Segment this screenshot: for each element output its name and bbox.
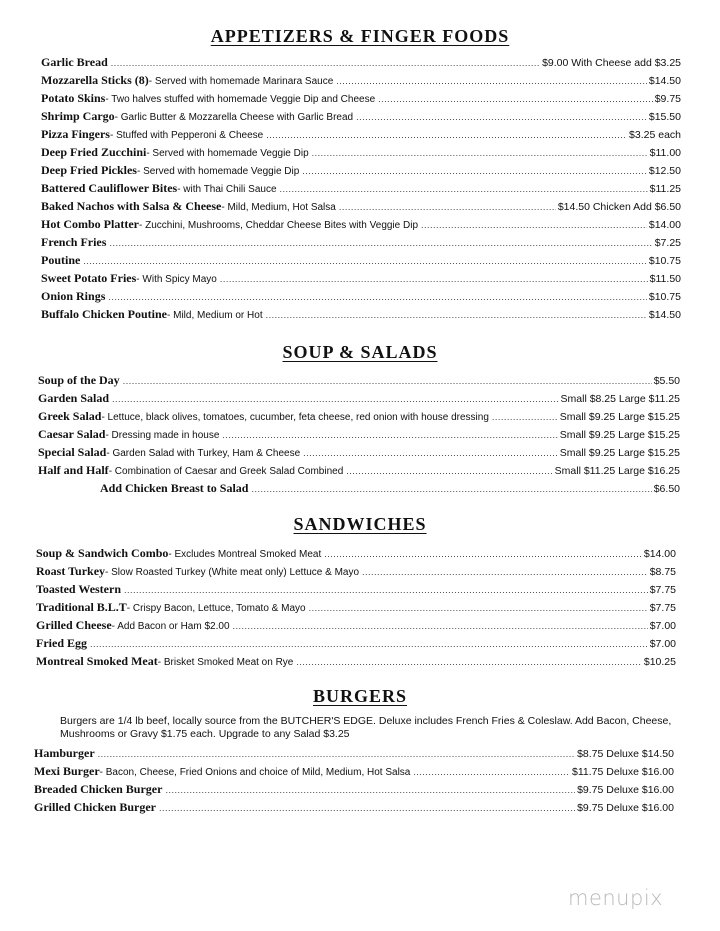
- item-price: $8.75 Deluxe $14.50: [577, 748, 674, 760]
- item-price: $9.75 Deluxe $16.00: [577, 784, 674, 796]
- menu-item: [41, 91, 681, 109]
- item-name: Battered Cauliflower Bites: [41, 181, 178, 195]
- item-name: Half and Half: [38, 463, 109, 477]
- watermark-logo: menupix: [568, 886, 664, 910]
- item-name: Deep Fried Pickles: [41, 163, 137, 177]
- item-name: Onion Rings: [41, 289, 106, 303]
- menu-item: [41, 253, 681, 271]
- item-desc: - Served with homemade Marinara Sauce: [148, 76, 334, 87]
- item-price: $9.75: [654, 93, 681, 105]
- item-name: Garlic Bread: [41, 55, 108, 69]
- item-name: Potato Skins: [41, 91, 106, 105]
- item-desc: - Combination of Caesar and Greek Salad Combined: [108, 466, 344, 477]
- menu-item: [34, 782, 674, 800]
- item-desc: - Stuffed with Pepperoni & Cheese: [109, 130, 264, 141]
- item-price: $10.75: [648, 291, 681, 303]
- menu-item: [100, 481, 680, 499]
- item-name: Fried Egg: [36, 636, 87, 650]
- item-price: $7.00: [649, 638, 676, 650]
- item-name: Baked Nachos with Salsa & Cheese: [41, 199, 222, 213]
- leader-dots: [421, 220, 647, 230]
- menu-item: [38, 445, 680, 463]
- item-name: Traditional B.L.T: [36, 600, 127, 614]
- leader-dots: [362, 567, 648, 577]
- item-desc: - Garlic Butter & Mozzarella Cheese with Garlic Bread: [114, 112, 354, 123]
- item-price: $9.75 Deluxe $16.00: [577, 802, 674, 814]
- menu-item: [38, 391, 680, 409]
- item-name: Grilled Cheese: [36, 618, 112, 632]
- menu-item: [41, 307, 681, 325]
- item-name: Mozzarella Sticks (8): [41, 73, 149, 87]
- menu-item: [36, 600, 676, 618]
- menu-item: [36, 636, 676, 654]
- leader-dots: [109, 238, 652, 248]
- leader-dots: [123, 376, 652, 386]
- burgers-title: BURGERS: [312, 686, 408, 706]
- leader-dots: [266, 310, 647, 320]
- item-name: Mexi Burger: [34, 764, 100, 778]
- item-price: $11.25: [649, 183, 681, 195]
- item-price: $3.25 each: [629, 129, 681, 141]
- item-price: $12.50: [648, 165, 681, 177]
- menu-item: [41, 145, 681, 163]
- item-price: $5.50: [653, 375, 680, 387]
- item-name: Garden Salad: [38, 391, 110, 405]
- item-desc: - Mild, Medium or Hot: [167, 310, 263, 321]
- leader-dots: [413, 767, 570, 777]
- leader-dots: [378, 94, 653, 104]
- menu-item: [41, 271, 681, 289]
- sandwiches-title: SANDWICHES: [293, 514, 427, 534]
- item-price: $7.25: [654, 237, 681, 249]
- item-price: $14.00: [648, 219, 681, 231]
- leader-dots: [309, 603, 648, 613]
- menu-item: [36, 618, 676, 636]
- leader-dots: [324, 549, 642, 559]
- item-name: Hamburger: [34, 746, 95, 760]
- item-price: $7.75: [649, 602, 676, 614]
- menu-item: [34, 746, 674, 764]
- item-price: $15.50: [648, 111, 681, 123]
- menu-item: [36, 564, 676, 582]
- menu-item: [36, 582, 676, 600]
- menu-item: [41, 163, 681, 181]
- menu-item: [41, 73, 681, 91]
- item-desc: - Excludes Montreal Smoked Meat: [168, 549, 322, 560]
- item-name: Deep Fried Zucchini: [41, 145, 147, 159]
- soup-salads-title: SOUP & SALADS: [282, 342, 438, 362]
- item-desc: - Crispy Bacon, Lettuce, Tomato & Mayo: [126, 603, 306, 614]
- item-name: Greek Salad: [38, 409, 102, 423]
- item-price: $7.75: [649, 584, 676, 596]
- item-name: Sweet Potato Fries: [41, 271, 137, 285]
- menu-item: [41, 127, 681, 145]
- item-name: Pizza Fingers: [41, 127, 110, 141]
- leader-dots: [90, 639, 648, 649]
- item-name: Breaded Chicken Burger: [34, 782, 163, 796]
- item-desc: - Slow Roasted Turkey (White meat only) Lettuce & Mayo: [105, 567, 360, 578]
- item-price: $10.75: [648, 255, 681, 267]
- menu-item: [36, 654, 676, 672]
- item-price: $11.50: [649, 273, 681, 285]
- menu-item: [38, 463, 680, 481]
- item-name: Roast Turkey: [36, 564, 106, 578]
- leader-dots: [339, 202, 556, 212]
- item-desc: - with Thai Chili Sauce: [177, 184, 277, 195]
- menu-item: [38, 409, 680, 427]
- item-name: Grilled Chicken Burger: [34, 800, 156, 814]
- leader-dots: [312, 148, 648, 158]
- item-desc: - Brisket Smoked Meat on Rye: [157, 657, 294, 668]
- menu-item: [41, 289, 681, 307]
- item-name: Caesar Salad: [38, 427, 106, 441]
- item-name: Shrimp Cargo: [41, 109, 115, 123]
- menu-item: [36, 546, 676, 564]
- item-name: Soup & Sandwich Combo: [36, 546, 169, 560]
- leader-dots: [83, 256, 647, 266]
- item-desc: - Add Bacon or Ham $2.00: [111, 621, 230, 632]
- leader-dots: [222, 430, 557, 440]
- item-price: $11.75 Deluxe $16.00: [572, 766, 674, 778]
- item-price: $14.50 Chicken Add $6.50: [557, 201, 681, 213]
- item-desc: - Served with homemade Veggie Dip: [146, 148, 309, 159]
- item-price: Small $9.25 Large $15.25: [559, 411, 680, 423]
- item-desc: - Garden Salad with Turkey, Ham & Cheese: [106, 448, 301, 459]
- item-desc: - Bacon, Cheese, Fried Onions and choice of Mild, Medium, Hot Salsa: [99, 767, 411, 778]
- item-price: $8.75: [649, 566, 676, 578]
- item-price: Small $8.25 Large $11.25: [560, 393, 680, 405]
- leader-dots: [233, 621, 648, 631]
- leader-dots: [111, 58, 540, 68]
- item-desc: - Dressing made in house: [105, 430, 220, 441]
- leader-dots: [303, 448, 558, 458]
- item-price: Small $11.25 Large $16.25: [554, 465, 680, 477]
- leader-dots: [296, 657, 642, 667]
- menu-item: [34, 764, 674, 782]
- leader-dots: [302, 166, 647, 176]
- item-desc: - Zucchini, Mushrooms, Cheddar Cheese Bites with Veggie Dip: [138, 220, 419, 231]
- item-price: $14.50: [648, 309, 681, 321]
- leader-dots: [220, 274, 648, 284]
- menu-item: [34, 800, 674, 818]
- item-price: $6.50: [653, 483, 680, 495]
- menu-item: [41, 217, 681, 235]
- leader-dots: [124, 585, 648, 595]
- leader-dots: [280, 184, 648, 194]
- item-price: $7.00: [649, 620, 676, 632]
- menu-item: [38, 373, 680, 391]
- menu-item: [41, 199, 681, 217]
- item-price: Small $9.25 Large $15.25: [559, 429, 680, 441]
- item-price: $9.00 With Cheese add $3.25: [542, 57, 681, 69]
- item-price: $14.50: [648, 75, 681, 87]
- item-name: Montreal Smoked Meat: [36, 654, 158, 668]
- leader-dots: [266, 130, 627, 140]
- leader-dots: [98, 749, 575, 759]
- item-price: $11.00: [649, 147, 681, 159]
- leader-dots: [356, 112, 647, 122]
- item-desc: - Lettuce, black olives, tomatoes, cucumber, feta cheese, red onion with house dressing: [101, 412, 489, 423]
- item-name: Buffalo Chicken Poutine: [41, 307, 168, 321]
- menu-item: [41, 55, 681, 73]
- menu-item: [38, 427, 680, 445]
- burgers-note: Burgers are 1/4 lb beef, locally source from the BUTCHER'S EDGE. Deluxe includes French Fries & Coleslaw. Add Bacon, Cheese, Mushrooms or Gravy $1.75 each. Upgrade to any Salad $3.25: [60, 715, 672, 740]
- leader-dots: [165, 785, 575, 795]
- item-price: $10.25: [643, 656, 676, 668]
- leader-dots: [492, 412, 558, 422]
- item-desc: - Served with homemade Veggie Dip: [136, 166, 300, 177]
- item-price: $14.00: [643, 548, 676, 560]
- leader-dots: [346, 466, 552, 476]
- leader-dots: [159, 803, 575, 813]
- leader-dots: [112, 394, 559, 404]
- item-name: Special Salad: [38, 445, 107, 459]
- menu-item: [41, 109, 681, 127]
- item-name: Poutine: [41, 253, 81, 267]
- leader-dots: [336, 76, 647, 86]
- item-name: Toasted Western: [36, 582, 122, 596]
- appetizers-title: APPETIZERS & FINGER FOODS: [210, 26, 510, 46]
- leader-dots: [108, 292, 647, 302]
- item-name: French Fries: [41, 235, 107, 249]
- item-name: Add Chicken Breast to Salad: [100, 481, 249, 495]
- item-desc: - Mild, Medium, Hot Salsa: [221, 202, 336, 213]
- menu-item: [41, 181, 681, 199]
- item-name: Hot Combo Platter: [41, 217, 139, 231]
- item-name: Soup of the Day: [38, 373, 120, 387]
- item-desc: - With Spicy Mayo: [136, 274, 217, 285]
- item-desc: - Two halves stuffed with homemade Veggie Dip and Cheese: [105, 94, 376, 105]
- item-price: Small $9.25 Large $15.25: [559, 447, 680, 459]
- menu-item: [41, 235, 681, 253]
- leader-dots: [251, 484, 651, 494]
